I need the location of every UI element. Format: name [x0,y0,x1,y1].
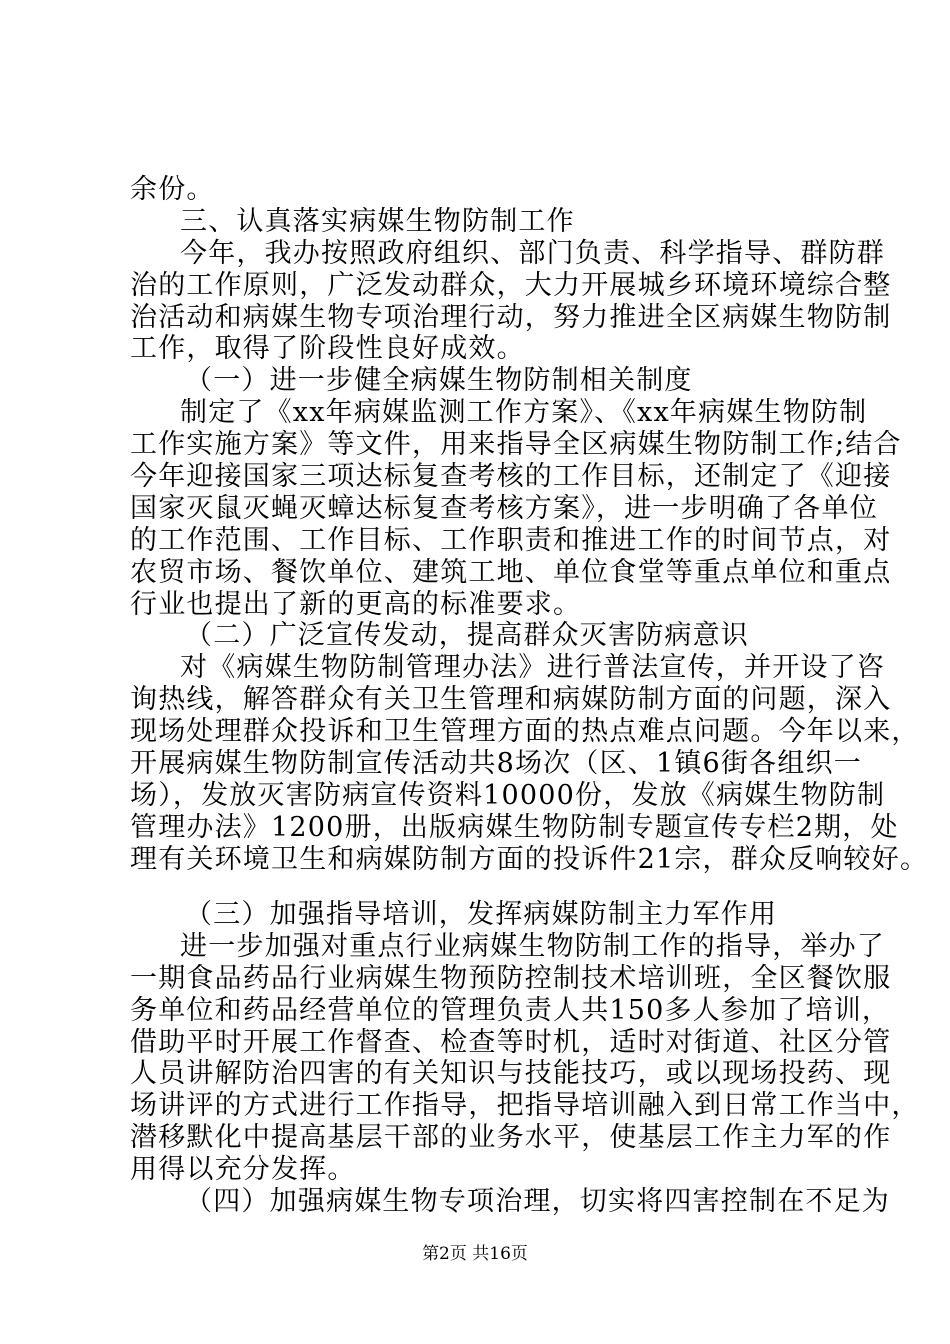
text-line: 人员讲解防治四害的有关知识与技能技巧，或以现场投药、现 [130,1058,892,1089]
text-line: 国家灭鼠灭蝇灭蟑达标复查考核方案》，进一步明确了各单位 [130,493,878,524]
subsection-heading: （三）加强指导培训，发挥病媒防制主力军作用 [185,899,778,930]
text-line: 开展病媒生物防制宣传活动共8场次（区、1镇6街各组织一 [130,748,862,779]
text-line: 用得以充分发挥。 [130,1154,356,1185]
subsection-heading: （二）广泛宣传发动，提高群众灭害防病意识 [185,620,749,651]
text-line: 务单位和药品经营单位的管理负责人共150多人参加了培训， [130,995,891,1026]
text-line: 对《病媒生物防制管理办法》进行普法宣传，并开设了咨 [180,652,885,683]
text-line: 工作实施方案》等文件，用来指导全区病媒生物防制工作;结合 [130,429,902,460]
subsection-heading: （四）加强病媒生物专项治理，切实将四害控制在不足为 [185,1186,890,1217]
text-line: 管理办法》1200册，出版病媒生物防制专题宣传专栏2期，处 [130,812,899,843]
text-line: 农贸市场、餐饮单位、建筑工地、单位食堂等重点单位和重点 [130,557,892,588]
text-line: 进一步加强对重点行业病媒生物防制工作的指导，举办了 [180,931,885,962]
text-line: 治的工作原则，广泛发动群众，大力开展城乡环境环境综合整 [130,270,892,301]
text-line: 场），发放灭害防病宣传资料10000份，发放《病媒生物防制 [130,780,886,811]
subsection-heading: （一）进一步健全病媒生物防制相关制度 [185,365,693,396]
text-line: 询热线，解答群众有关卫生管理和病媒防制方面的问题，深入 [130,684,892,715]
text-line: 今年迎接国家三项达标复查考核的工作目标，还制定了《迎接 [130,461,892,492]
text-line: 理有关环境卫生和病媒防制方面的投诉件21宗，群众反响较好。 [130,844,929,875]
text-line: 行业也提出了新的更高的标准要求。 [130,589,582,620]
text-line: 现场处理群众投诉和卫生管理方面的热点难点问题。今年以来， [130,716,920,747]
text-line: 潜移默化中提高基层干部的业务水平，使基层工作主力军的作 [130,1122,892,1153]
section-heading: 三、认真落实病媒生物防制工作 [180,206,575,237]
text-line: 的工作范围、工作目标、工作职责和推进工作的时间节点，对 [130,525,892,556]
text-line: 今年，我办按照政府组织、部门负责、科学指导、群防群 [180,238,885,269]
text-line: 一期食品药品行业病媒生物预防控制技术培训班，全区餐饮服 [130,963,892,994]
text-line: 余份。 [130,174,215,205]
text-line: 制定了《xx年病媒监测工作方案》、《xx年病媒生物防制 [180,397,868,428]
text-line: 工作，取得了阶段性良好成效。 [130,333,525,364]
text-line: 场讲评的方式进行工作指导，把指导培训融入到日常工作当中， [130,1090,920,1121]
text-line: 治活动和病媒生物专项治理行动，努力推进全区病媒生物防制 [130,302,892,333]
page-footer: 第2页 共16页 [422,1244,528,1264]
text-line: 借助平时开展工作督查、检查等时机，适时对街道、社区分管 [130,1027,892,1058]
